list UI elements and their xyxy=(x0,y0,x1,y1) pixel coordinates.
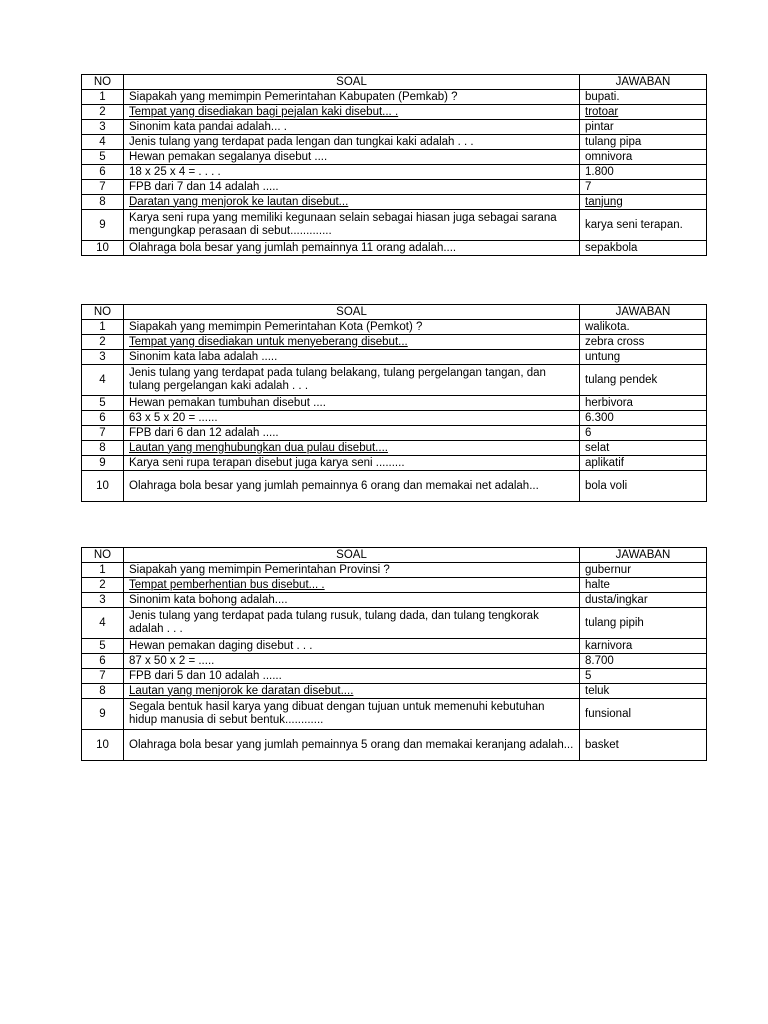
answer-text: bupati. xyxy=(580,90,707,105)
answer-text: tulang pipa xyxy=(580,135,707,150)
row-number: 10 xyxy=(82,730,124,761)
question-text: Lautan yang menjorok ke daratan disebut.... xyxy=(124,684,580,699)
row-number: 2 xyxy=(82,105,124,120)
header-soal: SOAL xyxy=(124,548,580,563)
header-soal: SOAL xyxy=(124,305,580,320)
answer-text: 5 xyxy=(580,669,707,684)
answer-text: pintar xyxy=(580,120,707,135)
row-number: 7 xyxy=(82,426,124,441)
question-text: Hewan pemakan daging disebut . . . xyxy=(124,639,580,654)
table-row xyxy=(82,105,707,120)
answer-text: selat xyxy=(580,441,707,456)
question-text: Olahraga bola besar yang jumlah pemainnya 5 orang dan memakai keranjang adalah... xyxy=(124,730,580,761)
answer-text: tanjung xyxy=(580,195,707,210)
header-no: NO xyxy=(82,75,124,90)
row-number: 1 xyxy=(82,320,124,335)
header-soal: SOAL xyxy=(124,75,580,90)
question-text: Hewan pemakan segalanya disebut .... xyxy=(124,150,580,165)
question-text: Siapakah yang memimpin Pemerintahan Provinsi ? xyxy=(124,563,580,578)
question-table-2 xyxy=(81,304,707,502)
table-row xyxy=(82,471,707,502)
question-text: Jenis tulang yang terdapat pada lengan dan tungkai kaki adalah . . . xyxy=(124,135,580,150)
table-row xyxy=(82,165,707,180)
answer-text: bola voli xyxy=(580,471,707,502)
table-row xyxy=(82,365,707,396)
table-row xyxy=(82,730,707,761)
row-number: 9 xyxy=(82,699,124,730)
question-text: Olahraga bola besar yang jumlah pemainnya 6 orang dan memakai net adalah... xyxy=(124,471,580,502)
table-row xyxy=(82,411,707,426)
question-text: Karya seni rupa yang memiliki kegunaan selain sebagai hiasan juga sebagai sarana mengungkap perasaan di sebut............. xyxy=(124,210,580,241)
question-text: Jenis tulang yang terdapat pada tulang belakang, tulang pergelangan tangan, dan tulang pergelangan kaki adalah . . . xyxy=(124,365,580,396)
row-number: 9 xyxy=(82,210,124,241)
question-text: Olahraga bola besar yang jumlah pemainnya 11 orang adalah.... xyxy=(124,241,580,256)
table-header-row xyxy=(82,75,707,90)
table-row xyxy=(82,210,707,241)
answer-text: halte xyxy=(580,578,707,593)
row-number: 2 xyxy=(82,335,124,350)
answer-text: 8.700 xyxy=(580,654,707,669)
table-row xyxy=(82,350,707,365)
row-number: 3 xyxy=(82,120,124,135)
question-text: FPB dari 7 dan 14 adalah ..... xyxy=(124,180,580,195)
answer-text: 6 xyxy=(580,426,707,441)
answer-text: karya seni terapan. xyxy=(580,210,707,241)
question-table-1 xyxy=(81,74,707,256)
table-row xyxy=(82,320,707,335)
question-text: Sinonim kata laba adalah ..... xyxy=(124,350,580,365)
answer-text: trotoar xyxy=(580,105,707,120)
row-number: 1 xyxy=(82,90,124,105)
question-text: Tempat yang disediakan untuk menyeberang disebut... xyxy=(124,335,580,350)
row-number: 1 xyxy=(82,563,124,578)
table-row xyxy=(82,150,707,165)
row-number: 3 xyxy=(82,593,124,608)
answer-text: untung xyxy=(580,350,707,365)
table-row xyxy=(82,241,707,256)
table-row xyxy=(82,180,707,195)
answer-text: zebra cross xyxy=(580,335,707,350)
row-number: 8 xyxy=(82,195,124,210)
table-header-row xyxy=(82,548,707,563)
table-header-row xyxy=(82,305,707,320)
question-text: Segala bentuk hasil karya yang dibuat dengan tujuan untuk memenuhi kebutuhan hidup manusia di sebut bentuk............ xyxy=(124,699,580,730)
header-jawaban: JAWABAN xyxy=(580,548,707,563)
header-jawaban: JAWABAN xyxy=(580,75,707,90)
answer-text: dusta/ingkar xyxy=(580,593,707,608)
header-jawaban: JAWABAN xyxy=(580,305,707,320)
question-text: Jenis tulang yang terdapat pada tulang rusuk, tulang dada, dan tulang tengkorak adalah . . . xyxy=(124,608,580,639)
answer-text: herbivora xyxy=(580,396,707,411)
question-text: Sinonim kata bohong adalah.... xyxy=(124,593,580,608)
table-row xyxy=(82,684,707,699)
table-row xyxy=(82,396,707,411)
row-number: 2 xyxy=(82,578,124,593)
answer-text: gubernur xyxy=(580,563,707,578)
row-number: 4 xyxy=(82,365,124,396)
table-row xyxy=(82,699,707,730)
question-text: FPB dari 6 dan 12 adalah ..... xyxy=(124,426,580,441)
answer-text: teluk xyxy=(580,684,707,699)
table-row xyxy=(82,90,707,105)
table-row xyxy=(82,669,707,684)
question-text: Siapakah yang memimpin Pemerintahan Kabupaten (Pemkab) ? xyxy=(124,90,580,105)
row-number: 8 xyxy=(82,684,124,699)
row-number: 9 xyxy=(82,456,124,471)
table-row xyxy=(82,135,707,150)
header-no: NO xyxy=(82,548,124,563)
question-text: Karya seni rupa terapan disebut juga karya seni ......... xyxy=(124,456,580,471)
row-number: 5 xyxy=(82,396,124,411)
row-number: 4 xyxy=(82,135,124,150)
row-number: 8 xyxy=(82,441,124,456)
question-text: 18 x 25 x 4 = . . . . xyxy=(124,165,580,180)
row-number: 7 xyxy=(82,669,124,684)
table-row xyxy=(82,456,707,471)
row-number: 5 xyxy=(82,639,124,654)
answer-text: omnivora xyxy=(580,150,707,165)
answer-text: walikota. xyxy=(580,320,707,335)
table-row xyxy=(82,426,707,441)
question-text: 87 x 50 x 2 = ..... xyxy=(124,654,580,669)
table-row xyxy=(82,578,707,593)
table-row xyxy=(82,335,707,350)
answer-text: tulang pendek xyxy=(580,365,707,396)
answer-text: tulang pipih xyxy=(580,608,707,639)
table-row xyxy=(82,120,707,135)
header-no: NO xyxy=(82,305,124,320)
question-table-3 xyxy=(81,547,707,761)
answer-text: basket xyxy=(580,730,707,761)
row-number: 6 xyxy=(82,654,124,669)
row-number: 6 xyxy=(82,411,124,426)
row-number: 3 xyxy=(82,350,124,365)
table-row xyxy=(82,563,707,578)
table-row xyxy=(82,639,707,654)
answer-text: karnivora xyxy=(580,639,707,654)
table-row xyxy=(82,608,707,639)
question-text: Tempat pemberhentian bus disebut... . xyxy=(124,578,580,593)
question-text: Hewan pemakan tumbuhan disebut .... xyxy=(124,396,580,411)
row-number: 4 xyxy=(82,608,124,639)
question-text: FPB dari 5 dan 10 adalah ...... xyxy=(124,669,580,684)
row-number: 5 xyxy=(82,150,124,165)
question-text: Lautan yang menghubungkan dua pulau disebut.... xyxy=(124,441,580,456)
answer-text: 6.300 xyxy=(580,411,707,426)
answer-text: aplikatif xyxy=(580,456,707,471)
question-text: Tempat yang disediakan bagi pejalan kaki disebut... . xyxy=(124,105,580,120)
row-number: 10 xyxy=(82,241,124,256)
question-text: Siapakah yang memimpin Pemerintahan Kota (Pemkot) ? xyxy=(124,320,580,335)
row-number: 10 xyxy=(82,471,124,502)
question-text: Sinonim kata pandai adalah... . xyxy=(124,120,580,135)
table-row xyxy=(82,654,707,669)
row-number: 7 xyxy=(82,180,124,195)
table-row xyxy=(82,441,707,456)
question-text: 63 x 5 x 20 = ...... xyxy=(124,411,580,426)
question-text: Daratan yang menjorok ke lautan disebut... xyxy=(124,195,580,210)
answer-text: sepakbola xyxy=(580,241,707,256)
answer-text: 7 xyxy=(580,180,707,195)
answer-text: 1.800 xyxy=(580,165,707,180)
row-number: 6 xyxy=(82,165,124,180)
table-row xyxy=(82,593,707,608)
answer-text: funsional xyxy=(580,699,707,730)
table-row xyxy=(82,195,707,210)
